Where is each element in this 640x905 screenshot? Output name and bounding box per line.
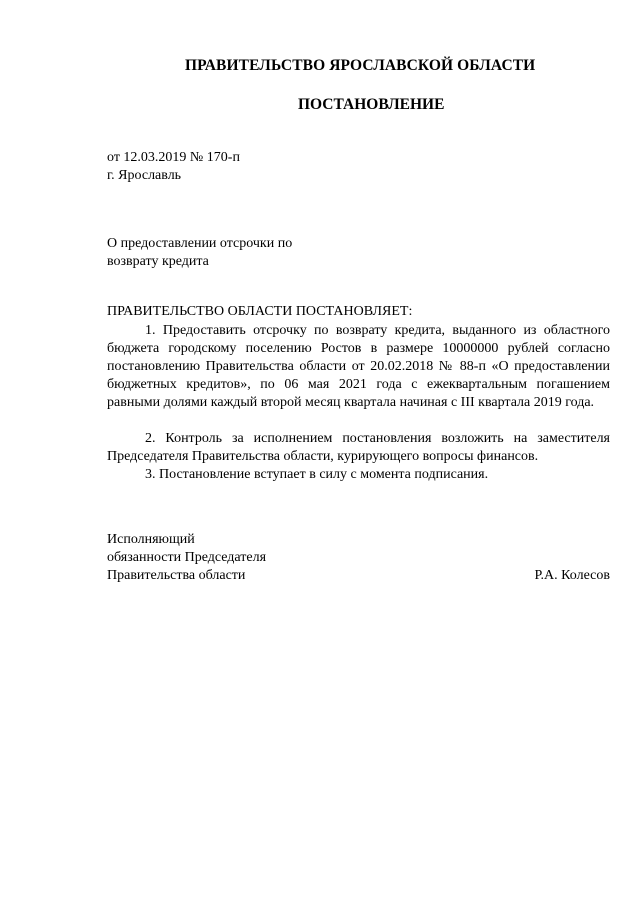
signatory-position-line-2: обязанности Председателя	[107, 550, 267, 565]
paragraph-item-2: 2. Контроль за исполнением постановления возложить на заместителя Председателя Правительства области, курирующего вопросы финансов.	[107, 431, 610, 464]
city: г. Ярославль	[107, 168, 182, 183]
signatory-position-line-3: Правительства области	[107, 568, 246, 583]
document-type-title: ПОСТАНОВЛЕНИЕ	[298, 96, 445, 113]
signatory-position-line-1: Исполняющий	[107, 532, 195, 547]
date-number: от 12.03.2019 № 170-п	[107, 150, 240, 165]
government-title: ПРАВИТЕЛЬСТВО ЯРОСЛАВСКОЙ ОБЛАСТИ	[185, 57, 536, 74]
paragraph-item-1: 1. Предоставить отсрочку по возврату кредита, выданного из областного бюджета городскому поселению Ростов в размере 10000000 рублей согласно постановлению Правительства области от 20.02.2018 № 88-п «О предоставлении бюджетных кредитов», по 06 мая 2021 года с ежеквартальным погашением равными долями каждый второй месяц квартала начиная с III квартала 2019 года.	[107, 323, 610, 410]
signatory-name: Р.А. Колесов	[534, 568, 610, 583]
paragraph-item-3: 3. Постановление вступает в силу с момента подписания.	[145, 467, 489, 482]
subject-line-1: О предоставлении отсрочки по	[107, 236, 293, 251]
subject-line-2: возврату кредита	[107, 254, 209, 269]
resolves-heading: ПРАВИТЕЛЬСТВО ОБЛАСТИ ПОСТАНОВЛЯЕТ:	[107, 304, 413, 319]
